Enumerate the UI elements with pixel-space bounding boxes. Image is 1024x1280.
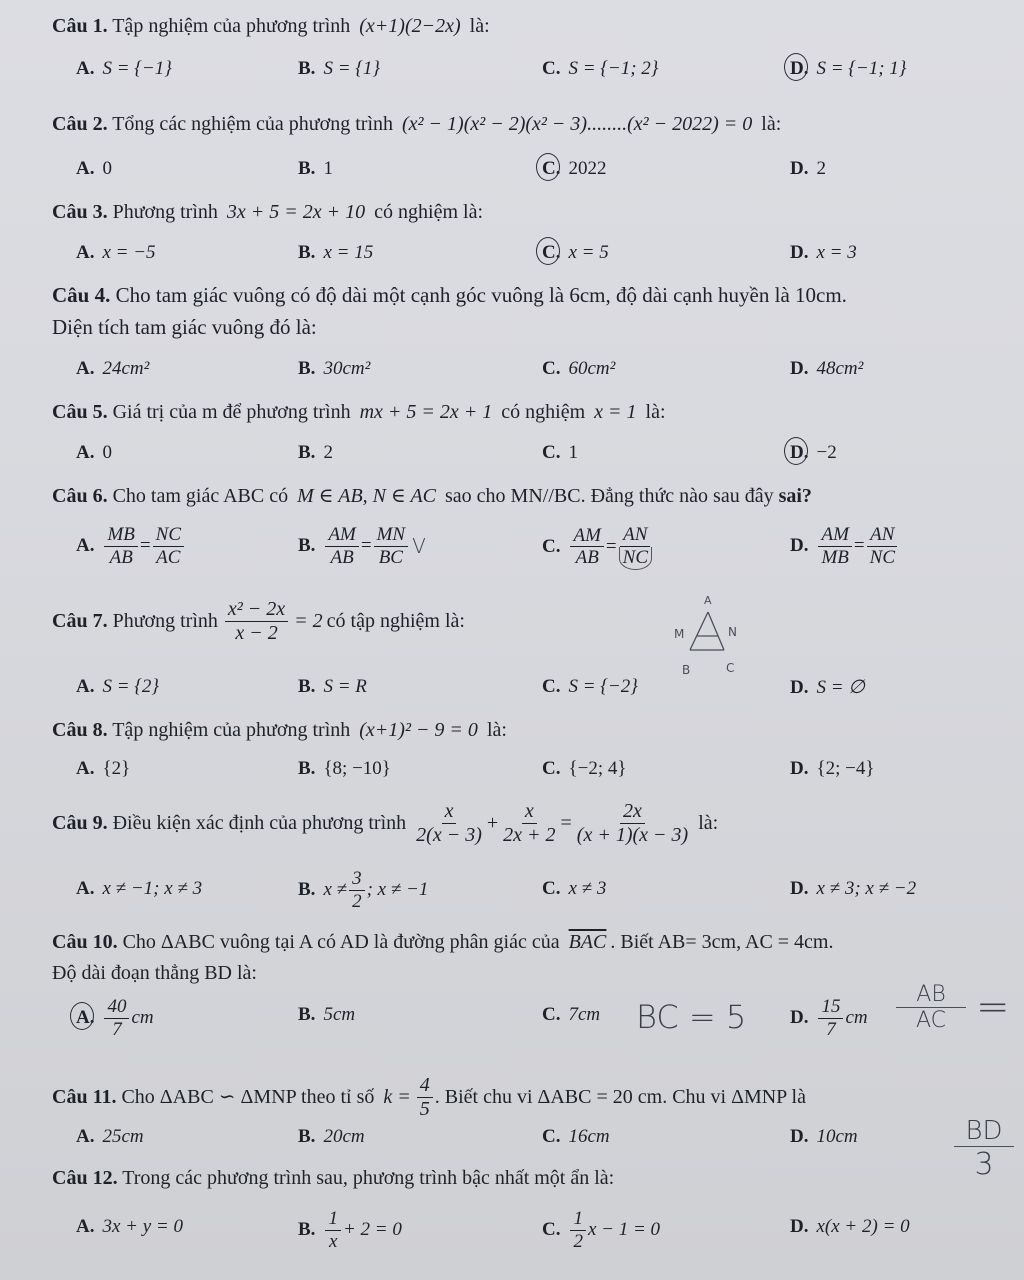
option-c[interactable]: C. {−2; 4} — [542, 758, 627, 779]
question-4-options — [76, 358, 1004, 392]
hand-triangle-sketch — [668, 590, 748, 682]
question-6-options — [76, 524, 1004, 584]
option-b[interactable]: B. 1 — [298, 158, 333, 179]
option-d[interactable]: D. $\frac{AM}{MB}$ = $\frac{AN}{NC}$ — [790, 524, 900, 569]
hand-eq: = — [976, 984, 1010, 1030]
option-b[interactable]: B. $\frac{1}{x}$ + 2 = 0 — [298, 1208, 402, 1252]
question-9-options — [76, 868, 1004, 928]
option-d[interactable]: D. −2 — [790, 442, 837, 463]
option-a[interactable]: A. 25cm — [76, 1126, 144, 1147]
option-c[interactable]: C. x = 5 — [542, 242, 609, 263]
hand-ac: AC — [915, 1008, 947, 1033]
option-a[interactable]: A. 0 — [76, 158, 112, 179]
option-a[interactable]: A. {2} — [76, 758, 131, 779]
option-d[interactable]: D. 10cm — [790, 1126, 858, 1147]
question-11: Câu 11. Cho ΔABC ∽ ΔMNP theo tỉ số k = $\frac{4}{5}$ . Biết chu vi ΔABC = 20 cm. Chu vi ΔMNP là — [52, 1074, 806, 1120]
option-c[interactable]: C. S = {−2} — [542, 676, 638, 697]
option-d[interactable]: D. 2 — [790, 158, 826, 179]
hand-3: 3 — [974, 1147, 994, 1182]
option-b[interactable]: B. 2 — [298, 442, 333, 463]
option-b[interactable]: B. $\frac{AM}{AB}$ = $\frac{MN}{BC}$ V — [298, 524, 426, 568]
fraction: $\frac{MN}{BC}$ — [374, 524, 409, 569]
question-1: Câu 1. Tập nghiệm của phương trình (x+1)(2−2x) là: — [52, 15, 490, 37]
option-d[interactable]: D. {2; −4} — [790, 758, 875, 779]
option-d[interactable]: D. $\frac{15}{7}$ cm — [790, 996, 868, 1040]
question-3-options — [76, 242, 1004, 276]
option-a[interactable]: A. S = {−1} — [76, 58, 172, 79]
fraction: $\frac{AM}{AB}$ — [570, 525, 603, 570]
option-a[interactable]: A. $\frac{MB}{AB}$ = $\frac{NC}{AC}$ — [76, 524, 186, 569]
option-a[interactable]: A. S = {2} — [76, 676, 160, 697]
option-b[interactable]: B. S = {1} — [298, 58, 380, 79]
question-4: Câu 4. Cho tam giác vuông có độ dài một cạnh góc vuông là 6cm, độ dài cạnh huyền là 10cm. Diện tích tam giác vuông đó là: — [52, 283, 847, 340]
question-2: Câu 2. Tổng các nghiệm của phương trình (x² − 1)(x² − 2)(x² − 3)........(x² − 2022) = 0 là: — [52, 113, 782, 135]
option-c[interactable]: C. x ≠ 3 — [542, 878, 607, 899]
option-a[interactable]: A. $\frac{40}{7}$ cm — [76, 996, 154, 1040]
option-d[interactable]: D. 48cm² — [790, 358, 864, 379]
question-2-options — [76, 158, 1004, 192]
check-mark: V — [412, 534, 426, 559]
fraction: $\frac{4}{5}$ — [417, 1074, 433, 1121]
option-d[interactable]: D. S = {−1; 1} — [790, 58, 907, 79]
question-12: Câu 12. Trong các phương trình sau, phương trình bậc nhất một ẩn là: — [52, 1167, 615, 1189]
option-c[interactable]: C. S = {−1; 2} — [542, 58, 659, 79]
tri-label-n: N — [728, 625, 737, 639]
option-d[interactable]: D. S = ∅ — [790, 676, 865, 698]
tri-label-m: M — [674, 627, 685, 641]
fraction: $\frac{1}{2}$ — [570, 1208, 586, 1253]
question-8: Câu 8. Tập nghiệm của phương trình (x+1)² − 9 = 0 là: — [52, 719, 507, 741]
option-b[interactable]: B. x = 15 — [298, 242, 374, 263]
fraction: $\frac{15}{7}$ — [818, 996, 843, 1041]
option-a[interactable]: A. 3x + y = 0 — [76, 1216, 183, 1237]
option-b[interactable]: B. 20cm — [298, 1126, 365, 1147]
fraction: $\frac{x}{2(x - 3)}$ — [416, 800, 482, 846]
option-b[interactable]: B. x ≠ $\frac{3}{2}$ ; x ≠ −1 — [298, 868, 429, 912]
question-11-options — [76, 1126, 1004, 1160]
question-10: Câu 10. Cho ΔABC vuông tại A có AD là đường phân giác của $\overline{BAC}$ . Biết AB= 3cm, AC = 4cm. Độ dài đoạn thẳng BD là: — [52, 931, 834, 984]
question-1-options — [76, 58, 1004, 92]
hand-bd: BD — [954, 1116, 1014, 1147]
tri-label-c: C — [726, 661, 735, 675]
option-c[interactable]: C. 7cm — [542, 1004, 601, 1025]
question-7-options — [76, 676, 1004, 710]
question-10-options — [76, 996, 1004, 1054]
fraction: $\frac{AN}{NC}$ — [867, 524, 898, 569]
tri-label-a: A — [704, 594, 712, 607]
option-c[interactable]: C. 16cm — [542, 1126, 610, 1147]
question-6: Câu 6. Cho tam giác ABC có M ∈ AB, N ∈ AC sao cho MN//BC. Đẳng thức nào sau đây sai? — [52, 485, 812, 507]
fraction: $\frac{2x}{(x + 1)(x - 3)}$ — [576, 800, 689, 846]
hand-note-bc: BC = 5 — [636, 998, 747, 1036]
option-a[interactable]: A. 0 — [76, 442, 112, 463]
hand-ratio-note — [896, 982, 966, 1033]
option-c[interactable]: C. 2022 — [542, 158, 607, 179]
option-b[interactable]: B. {8; −10} — [298, 758, 391, 779]
option-c[interactable]: C. $\frac{AM}{AB}$ = $\frac{AN}{NC}$ — [542, 524, 654, 570]
option-a[interactable]: A. 24cm² — [76, 358, 150, 379]
hand-ab: AB — [896, 982, 966, 1008]
fraction: $\frac{1}{x}$ — [325, 1208, 341, 1253]
option-b[interactable]: B. S = R — [298, 676, 367, 697]
question-12-options — [76, 1208, 1004, 1266]
question-8-options — [76, 758, 1004, 792]
fraction: $\frac{x}{2x + 2}$ — [503, 800, 556, 846]
option-c[interactable]: C. 60cm² — [542, 358, 616, 379]
question-9: Câu 9. Điều kiện xác định của phương trình $\frac{x}{2(x - 3)}$ + $\frac{x}{2x + 2}$ = $\frac{2x}{(x + 1)(x - 3)}$ là: — [52, 800, 719, 846]
question-3: Câu 3. Phương trình 3x + 5 = 2x + 10 có nghiệm là: — [52, 201, 483, 223]
fraction: $\frac{NC}{AC}$ — [153, 524, 184, 569]
fraction: $\frac{3}{2}$ — [349, 868, 365, 913]
fraction: $\frac{AM}{MB}$ — [818, 524, 851, 569]
question-5-options — [76, 442, 1004, 476]
option-d[interactable]: D. x = 3 — [790, 242, 857, 263]
option-b[interactable]: B. 5cm — [298, 1004, 356, 1025]
fraction: $\frac{AM}{AB}$ — [325, 524, 358, 569]
question-5: Câu 5. Giá trị của m để phương trình mx + 5 = 2x + 1 có nghiệm x = 1 là: — [52, 401, 666, 423]
fraction: $\frac{MB}{AB}$ — [104, 524, 137, 569]
fraction: $\frac{AN}{NC}$ — [619, 524, 652, 570]
option-c[interactable]: C. 1 — [542, 442, 578, 463]
tri-label-b: B — [682, 663, 691, 677]
option-a[interactable]: A. x = −5 — [76, 242, 156, 263]
option-c[interactable]: C. $\frac{1}{2}$ x − 1 = 0 — [542, 1208, 661, 1252]
fraction: $\frac{\text{x² − 2x}}{x - 2}$ — [225, 598, 288, 645]
question-7: Câu 7. Phương trình $\frac{\text{x² − 2x}}{x - 2}$ = 2 có tập nghiệm là: — [52, 598, 465, 644]
option-d[interactable]: D. x(x + 2) = 0 — [790, 1216, 910, 1237]
fraction: $\frac{40}{7}$ — [104, 996, 129, 1041]
option-a[interactable]: A. x ≠ −1; x ≠ 3 — [76, 878, 203, 899]
option-b[interactable]: B. 30cm² — [298, 358, 371, 379]
option-d[interactable]: D. x ≠ 3; x ≠ −2 — [790, 878, 917, 899]
